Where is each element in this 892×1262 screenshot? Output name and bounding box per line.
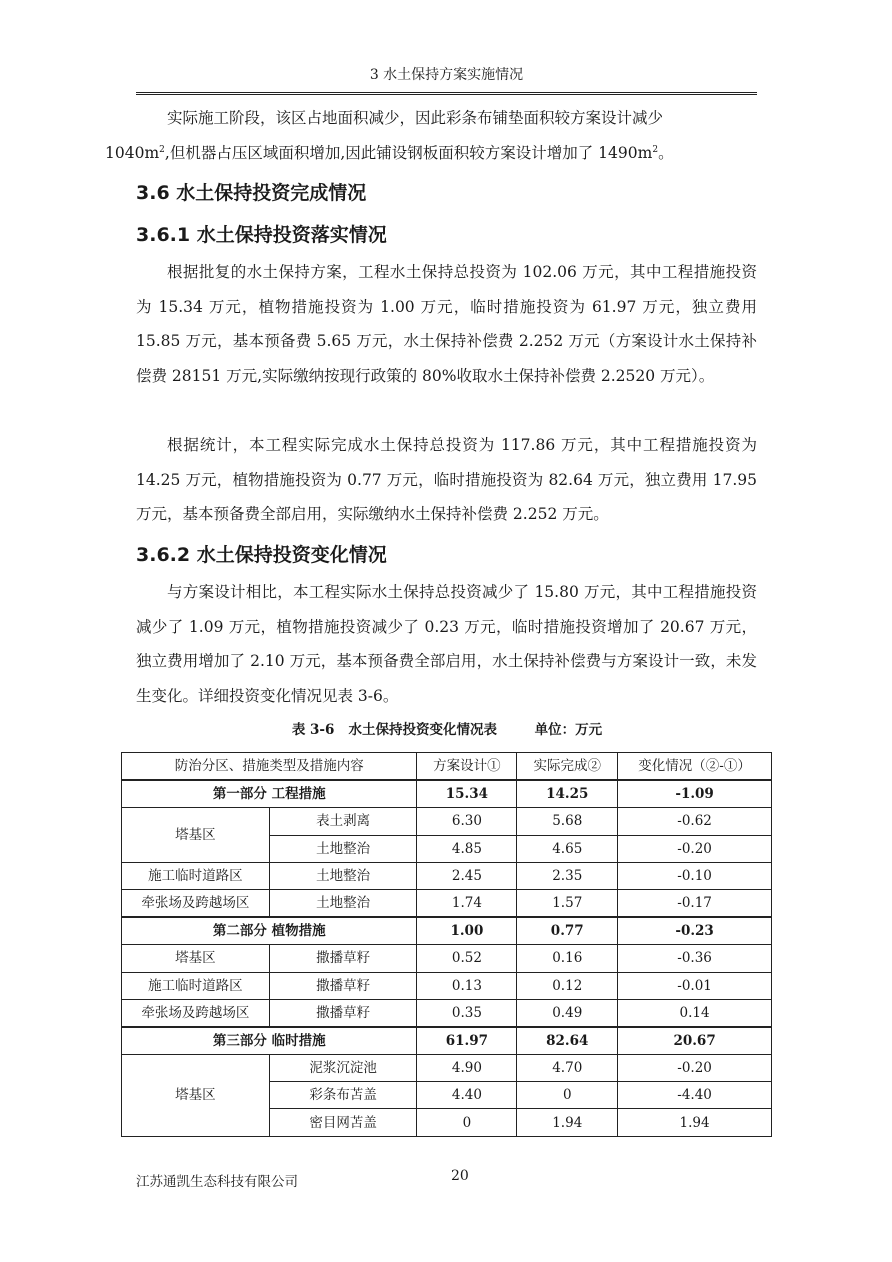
table-cell: 0 (417, 1109, 517, 1136)
table-cell: 14.25 (517, 780, 618, 808)
table-cell: 0.52 (417, 945, 517, 972)
section-label: 第三部分 临时措施 (122, 1027, 417, 1055)
measure-cell: 土地整治 (269, 889, 417, 917)
table-cell: 0.35 (417, 999, 517, 1027)
table-cell: -0.01 (618, 972, 772, 999)
table-cell: 4.65 (517, 835, 618, 862)
table-cell: 4.90 (417, 1055, 517, 1082)
superscript: 2 (652, 144, 659, 155)
table-cell: 82.64 (517, 1027, 618, 1055)
table-cell: 0.12 (517, 972, 618, 999)
table-cell: 6.30 (417, 808, 517, 835)
measure-cell: 土地整治 (269, 862, 417, 889)
area-cell: 塔基区 (122, 808, 270, 862)
header-cell: 方案设计① (417, 753, 517, 781)
table-cell: 1.74 (417, 889, 517, 917)
table-cell: 61.97 (417, 1027, 517, 1055)
table-cell: 0.14 (618, 999, 772, 1027)
measure-cell: 泥浆沉淀池 (269, 1055, 417, 1082)
table-cell: 1.94 (618, 1109, 772, 1136)
measure-cell: 土地整治 (269, 835, 417, 862)
paragraph-actual-investment: 根据统计，本工程实际完成水土保持总投资为 117.86 万元，其中工程措施投资为 14.25 万元，植物措施投资为 0.77 万元，临时措施投资为 82.64 万元，独立费用 17.95 万元，基本预备费全部启用，实际缴纳水土保持补偿费 2.252 万元。 (136, 436, 757, 523)
table-cell: -0.62 (618, 808, 772, 835)
section-total-row (122, 917, 772, 945)
header-cell: 变化情况（②-①） (618, 753, 772, 781)
table-cell: 15.34 (417, 780, 517, 808)
table-cell: -0.10 (618, 862, 772, 889)
section-total-row (122, 780, 772, 808)
section-heading-3-6: 3.6 水土保持投资完成情况 (136, 182, 367, 204)
table-row (122, 999, 772, 1027)
header-cell: 防治分区、措施类型及措施内容 (122, 753, 417, 781)
table-cell: 4.85 (417, 835, 517, 862)
paragraph-text: ,但机器占压区域面积增加,因此铺设钢板面积较方案设计增加了 1490m (164, 143, 653, 162)
table-cell: -1.09 (618, 780, 772, 808)
measure-cell: 撒播草籽 (269, 945, 417, 972)
table-row (122, 945, 772, 972)
table-header-row (122, 753, 772, 781)
table-cell: 5.68 (517, 808, 618, 835)
area-cell: 施工临时道路区 (122, 972, 270, 999)
measure-cell: 密目网苫盖 (269, 1109, 417, 1136)
measure-cell: 撒播草籽 (269, 972, 417, 999)
page-number: 20 (451, 1168, 469, 1184)
page-header: 3 水土保持方案实施情况 (136, 64, 757, 95)
table-row (122, 889, 772, 917)
table-cell: 1.00 (417, 917, 517, 945)
table-cell: 0 (517, 1082, 618, 1109)
table-cell: -0.17 (618, 889, 772, 917)
table-row (122, 862, 772, 889)
investment-change-table (121, 752, 772, 1137)
table-cell: 4.40 (417, 1082, 517, 1109)
area-cell: 牵张场及跨越场区 (122, 999, 270, 1027)
table-cell: 4.70 (517, 1055, 618, 1082)
section-total-row (122, 1027, 772, 1055)
table-row (122, 972, 772, 999)
table-cell: 0.13 (417, 972, 517, 999)
table-cell: 20.67 (618, 1027, 772, 1055)
measure-cell: 撒播草籽 (269, 999, 417, 1027)
table-row (122, 808, 772, 835)
table-cell: -0.23 (618, 917, 772, 945)
paragraph-construction-change (105, 101, 757, 170)
section-heading-3-6-1: 3.6.1 水土保持投资落实情况 (136, 224, 387, 246)
area-cell: 塔基区 (122, 1055, 270, 1137)
footer-company: 江苏通凯生态科技有限公司 (136, 1174, 298, 1190)
table-cell: 1.94 (517, 1109, 618, 1136)
table-cell: 1.57 (517, 889, 618, 917)
section-heading-3-6-2: 3.6.2 水土保持投资变化情况 (136, 544, 387, 566)
area-cell: 牵张场及跨越场区 (122, 889, 270, 917)
table-row (122, 1055, 772, 1082)
section-label: 第二部分 植物措施 (122, 917, 417, 945)
table-cell: -0.20 (618, 1055, 772, 1082)
table-cell: -4.40 (618, 1082, 772, 1109)
paragraph-investment-change: 与方案设计相比，本工程实际水土保持总投资减少了 15.80 万元，其中工程措施投资减少了 1.09 万元，植物措施投资减少了 0.23 万元，临时措施投资增加了 20.67 万元，独立费用增加了 2.10 万元，基本预备费全部启用，水土保持补偿费与方案设计一致，未发生变化。详细投资变化情况见表 3-6。 (136, 583, 757, 705)
table-cell: 2.35 (517, 862, 618, 889)
header-cell: 实际完成② (517, 753, 618, 781)
superscript: 2 (159, 144, 165, 155)
table-cell: 0.16 (517, 945, 618, 972)
table-cell: -0.36 (618, 945, 772, 972)
section-label: 第一部分 工程措施 (122, 780, 417, 808)
measure-cell: 表土剥离 (269, 808, 417, 835)
paragraph-text: 。 (658, 143, 674, 162)
table-title: 表 3-6 水土保持投资变化情况表 (291, 722, 498, 738)
table-unit: 单位：万元 (534, 722, 603, 738)
area-value: 1040m (105, 143, 160, 162)
table-cell: -0.20 (618, 835, 772, 862)
paragraph-approved-investment: 根据批复的水土保持方案，工程水土保持总投资为 102.06 万元，其中工程措施投资为 15.34 万元，植物措施投资为 1.00 万元，临时措施投资为 61.97 万元，独立费用 15.85 万元，基本预备费 5.65 万元，水土保持补偿费 2.252 万元（方案设计水土保持补偿费 28151 万元,实际缴纳按现行政策的 80%收取水土保持补偿费 2.2520 万元）。 (136, 263, 757, 385)
paragraph-text: 实际施工阶段，该区占地面积减少，因此彩条布铺垫面积较方案设计减少 (167, 109, 664, 127)
area-cell: 塔基区 (122, 945, 270, 972)
table-cell: 2.45 (417, 862, 517, 889)
area-cell: 施工临时道路区 (122, 862, 270, 889)
measure-cell: 彩条布苫盖 (269, 1082, 417, 1109)
table-cell: 0.49 (517, 999, 618, 1027)
table-caption (122, 720, 772, 740)
table-cell: 0.77 (517, 917, 618, 945)
